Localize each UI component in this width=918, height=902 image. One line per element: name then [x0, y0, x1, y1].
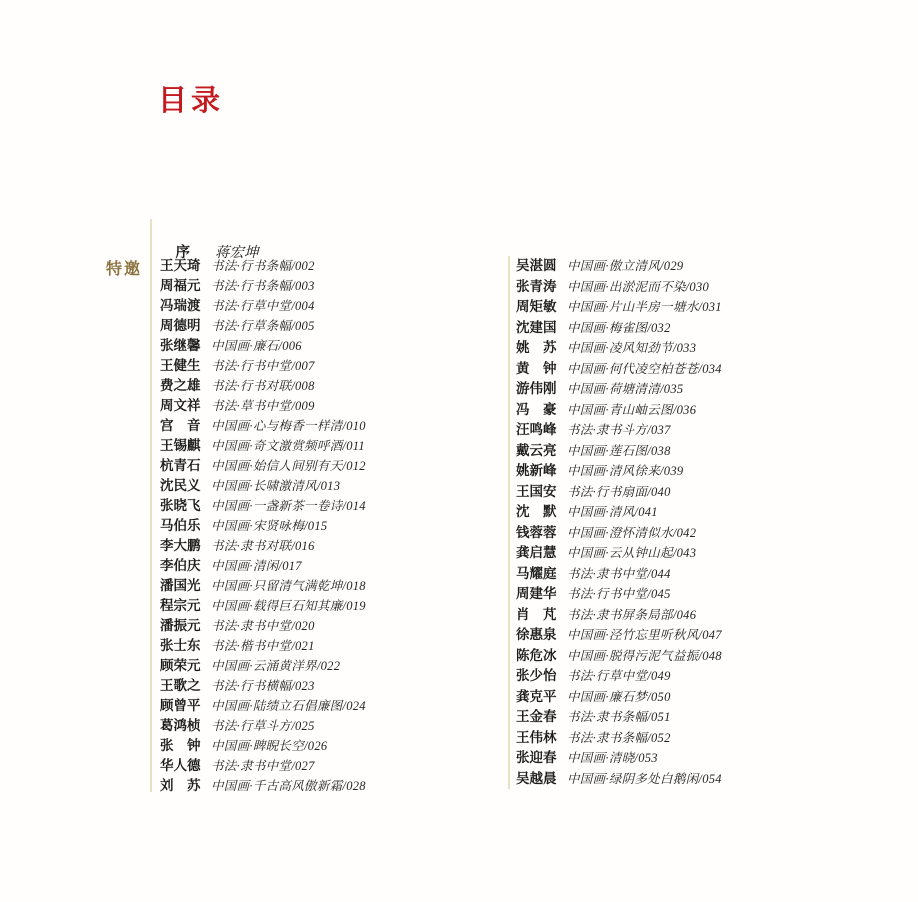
artist-name: 周德明: [160, 318, 201, 333]
toc-entry: [160, 634, 495, 654]
work-title-and-page: 中国画·载得巨石知其廉/019: [211, 599, 366, 613]
work-title-and-page: 中国画·长啸激清风/013: [211, 479, 341, 493]
artist-name: 周矩敏: [516, 299, 557, 315]
work-title-and-page: 中国画·宋贤咏梅/015: [211, 519, 328, 533]
toc-entry: [160, 514, 495, 534]
toc-entry: [160, 334, 495, 354]
work-title-and-page: 书法·行草条幅/005: [211, 319, 315, 333]
toc-entry: [160, 454, 495, 474]
artist-name: 徐惠泉: [516, 627, 557, 643]
work-title-and-page: 书法·行书横幅/023: [211, 679, 315, 693]
work-title-and-page: 书法·草书中堂/009: [211, 399, 315, 413]
artist-name: 张少怡: [516, 668, 557, 684]
work-title-and-page: 中国画·荷塘清清/035: [567, 382, 684, 397]
toc-entry: [160, 754, 495, 774]
artist-name: 钱蓉蓉: [516, 524, 557, 540]
toc-entry: [516, 336, 856, 356]
work-title-and-page: 书法·隶书条幅/052: [567, 730, 671, 745]
artist-name: 沈民义: [160, 478, 201, 493]
work-title-and-page: 书法·行书条幅/002: [211, 259, 315, 273]
toc-entry: [516, 357, 856, 377]
work-title-and-page: 书法·楷书中堂/021: [211, 639, 315, 653]
work-title-and-page: 书法·隶书中堂/027: [211, 759, 315, 773]
work-title-and-page: 书法·隶书斗方/037: [567, 423, 671, 438]
artist-name: 周福元: [160, 278, 201, 293]
work-title-and-page: 书法·行草斗方/025: [211, 719, 315, 733]
toc-entry: [516, 562, 856, 582]
toc-entry: [516, 685, 856, 705]
toc-entry: [516, 480, 856, 500]
work-title-and-page: 中国画·陆绩立石倡廉图/024: [211, 699, 366, 713]
work-title-and-page: 书法·隶书条幅/051: [567, 710, 671, 725]
toc-entry: [160, 414, 495, 434]
toc-entry: [516, 521, 856, 541]
work-title-and-page: 中国画·清闲/017: [211, 559, 302, 573]
artist-name: 张继馨: [160, 338, 201, 353]
toc-entry: [160, 594, 495, 614]
work-title-and-page: 中国画·青山岫云图/036: [567, 402, 697, 417]
work-title-and-page: 中国画·莲石图/038: [567, 443, 671, 458]
work-title-and-page: 中国画·清风徐来/039: [567, 464, 684, 479]
toc-column-right: [516, 254, 856, 787]
artist-name: 张士东: [160, 638, 201, 653]
work-title-and-page: 中国画·廉石/006: [211, 339, 302, 353]
work-title-and-page: 中国画·一盏新茶一卷诗/014: [211, 499, 366, 513]
toc-entry: [160, 354, 495, 374]
toc-entry: [516, 500, 856, 520]
artist-name: 张迎春: [516, 750, 557, 766]
work-title-and-page: 书法·行书扇面/040: [567, 484, 671, 499]
artist-name: 顾曾平: [160, 698, 201, 713]
artist-name: 顾荣元: [160, 658, 201, 673]
toc-entry: [160, 654, 495, 674]
artist-name: 华人德: [160, 758, 201, 773]
toc-entry: [160, 274, 495, 294]
toc-entry: [160, 534, 495, 554]
artist-name: 汪鸣峰: [516, 422, 557, 438]
work-title-and-page: 书法·行书条幅/003: [211, 279, 315, 293]
toc-entry: [160, 694, 495, 714]
toc-entry: [516, 295, 856, 315]
work-title-and-page: 书法·隶书屏条局部/046: [567, 607, 697, 622]
artist-name: 王伟林: [516, 729, 557, 745]
artist-name: 龚启慧: [516, 545, 557, 561]
artist-name: 姚新峰: [516, 463, 557, 479]
toc-entry: [160, 294, 495, 314]
artist-name: 李大鹏: [160, 538, 201, 553]
toc-entry: [160, 374, 495, 394]
toc-entry: [516, 644, 856, 664]
toc-entry: [516, 623, 856, 643]
work-title-and-page: 书法·行书中堂/007: [211, 359, 315, 373]
work-title-and-page: 中国画·奇文激赏频呼酒/011: [211, 439, 365, 453]
artist-name: 肖 芃: [516, 606, 557, 622]
work-title-and-page: 中国画·绿阴多处白鹅闲/054: [567, 771, 722, 786]
artist-name: 周建华: [516, 586, 557, 602]
toc-entry: [160, 434, 495, 454]
artist-name: 费之雄: [160, 378, 201, 393]
artist-name: 陈危冰: [516, 647, 557, 663]
work-title-and-page: 中国画·片山半房一塘水/031: [567, 300, 722, 315]
toc-entry: [516, 418, 856, 438]
artist-name: 宫 音: [160, 418, 201, 433]
work-title-and-page: 中国画·出淤泥而不染/030: [567, 279, 710, 294]
toc-entry: [516, 541, 856, 561]
artist-name: 张晓飞: [160, 498, 201, 513]
work-title-and-page: 中国画·脱得污泥气益振/048: [567, 648, 722, 663]
right-column-divider: [508, 256, 510, 789]
artist-name: 冯瑞渡: [160, 298, 201, 313]
artist-name: 王健生: [160, 358, 201, 373]
artist-name: 王歌之: [160, 678, 201, 693]
work-title-and-page: 书法·隶书中堂/020: [211, 619, 315, 633]
work-title-and-page: 中国画·心与梅香一样清/010: [211, 419, 366, 433]
artist-name: 程宗元: [160, 598, 201, 613]
artist-name: 游伟刚: [516, 381, 557, 397]
artist-name: 潘振元: [160, 618, 201, 633]
artist-name: 潘国光: [160, 578, 201, 593]
work-title-and-page: 中国画·澄怀清似水/042: [567, 525, 697, 540]
work-title-and-page: 中国画·千古高风傲新霜/028: [211, 779, 366, 793]
artist-name: 王天琦: [160, 258, 201, 273]
toc-entry: [516, 254, 856, 274]
toc-entry: [516, 726, 856, 746]
work-title-and-page: 书法·隶书中堂/044: [567, 566, 671, 581]
work-title-and-page: 中国画·云涌黄洋界/022: [211, 659, 341, 673]
artist-name: 葛鸿桢: [160, 718, 201, 733]
work-title-and-page: 中国画·清风/041: [567, 505, 658, 520]
artist-name: 王国安: [516, 483, 557, 499]
work-title-and-page: 中国画·傲立清风/029: [567, 259, 684, 273]
toc-entry: [516, 582, 856, 602]
artist-name: 黄 钟: [516, 360, 557, 376]
work-title-and-page: 中国画·何代凌空柏苍苍/034: [567, 361, 722, 376]
toc-entry: [160, 714, 495, 734]
artist-name: 沈建国: [516, 319, 557, 335]
toc-entry: [516, 377, 856, 397]
preface-author: 蒋宏坤: [215, 245, 259, 261]
artist-name: 杭青石: [160, 458, 201, 473]
section-label-invited: 特邀: [106, 261, 143, 278]
toc-entry: [160, 394, 495, 414]
artist-name: 李伯庆: [160, 558, 201, 573]
work-title-and-page: 中国画·始信人间别有天/012: [211, 459, 366, 473]
toc-entry: [160, 314, 495, 334]
toc-entry: [160, 474, 495, 494]
toc-entry: [516, 664, 856, 684]
toc-entry: [160, 614, 495, 634]
toc-entry: [516, 316, 856, 336]
work-title-and-page: 书法·行书中堂/045: [567, 587, 671, 602]
toc-entry: [516, 275, 856, 295]
toc-entry: [160, 574, 495, 594]
toc-entry: [160, 774, 495, 794]
artist-name: 冯 豪: [516, 401, 557, 417]
artist-name: 王锡麒: [160, 438, 201, 453]
work-title-and-page: 中国画·凌风知劲节/033: [567, 341, 697, 356]
left-column-divider: [150, 219, 152, 792]
work-title-and-page: 中国画·睥睨长空/026: [211, 739, 328, 753]
toc-entry: [516, 603, 856, 623]
artist-name: 马伯乐: [160, 518, 201, 533]
artist-name: 周文祥: [160, 398, 201, 413]
artist-name: 刘 苏: [160, 778, 201, 793]
artist-name: 马耀庭: [516, 565, 557, 581]
toc-entry: [160, 554, 495, 574]
artist-name: 张青涛: [516, 278, 557, 294]
toc-entry: [516, 705, 856, 725]
work-title-and-page: 书法·行书对联/008: [211, 379, 315, 393]
artist-name: 沈 默: [516, 504, 557, 520]
toc-entry: [160, 734, 495, 754]
artist-name: 王金春: [516, 709, 557, 725]
toc-entry: [160, 674, 495, 694]
work-title-and-page: 书法·行草中堂/049: [567, 669, 671, 684]
toc-entry: [160, 254, 495, 274]
toc-entry: [516, 746, 856, 766]
work-title-and-page: 中国画·廉石梦/050: [567, 689, 671, 704]
page-title: 目录: [158, 85, 225, 117]
work-title-and-page: 中国画·泾竹忘里听秋风/047: [567, 628, 722, 643]
work-title-and-page: 中国画·清晓/053: [567, 751, 658, 766]
work-title-and-page: 书法·行草中堂/004: [211, 299, 315, 313]
toc-column-left: [160, 254, 495, 793]
work-title-and-page: 书法·隶书对联/016: [211, 539, 315, 553]
artist-name: 姚 苏: [516, 340, 557, 356]
work-title-and-page: 中国画·梅雀图/032: [567, 320, 671, 335]
toc-entry: [516, 398, 856, 418]
artist-name: 吴湛圆: [516, 258, 557, 273]
toc-entry: [516, 439, 856, 459]
artist-name: 吴越晨: [516, 770, 557, 786]
preface-label: 序: [175, 245, 191, 261]
work-title-and-page: 中国画·云从钟山起/043: [567, 546, 697, 561]
toc-entry: [160, 494, 495, 514]
artist-name: 戴云亮: [516, 442, 557, 458]
work-title-and-page: 中国画·只留清气满乾坤/018: [211, 579, 366, 593]
artist-name: 龚克平: [516, 688, 557, 704]
toc-entry: [516, 459, 856, 479]
artist-name: 张 钟: [160, 738, 201, 753]
toc-entry: [516, 767, 856, 787]
